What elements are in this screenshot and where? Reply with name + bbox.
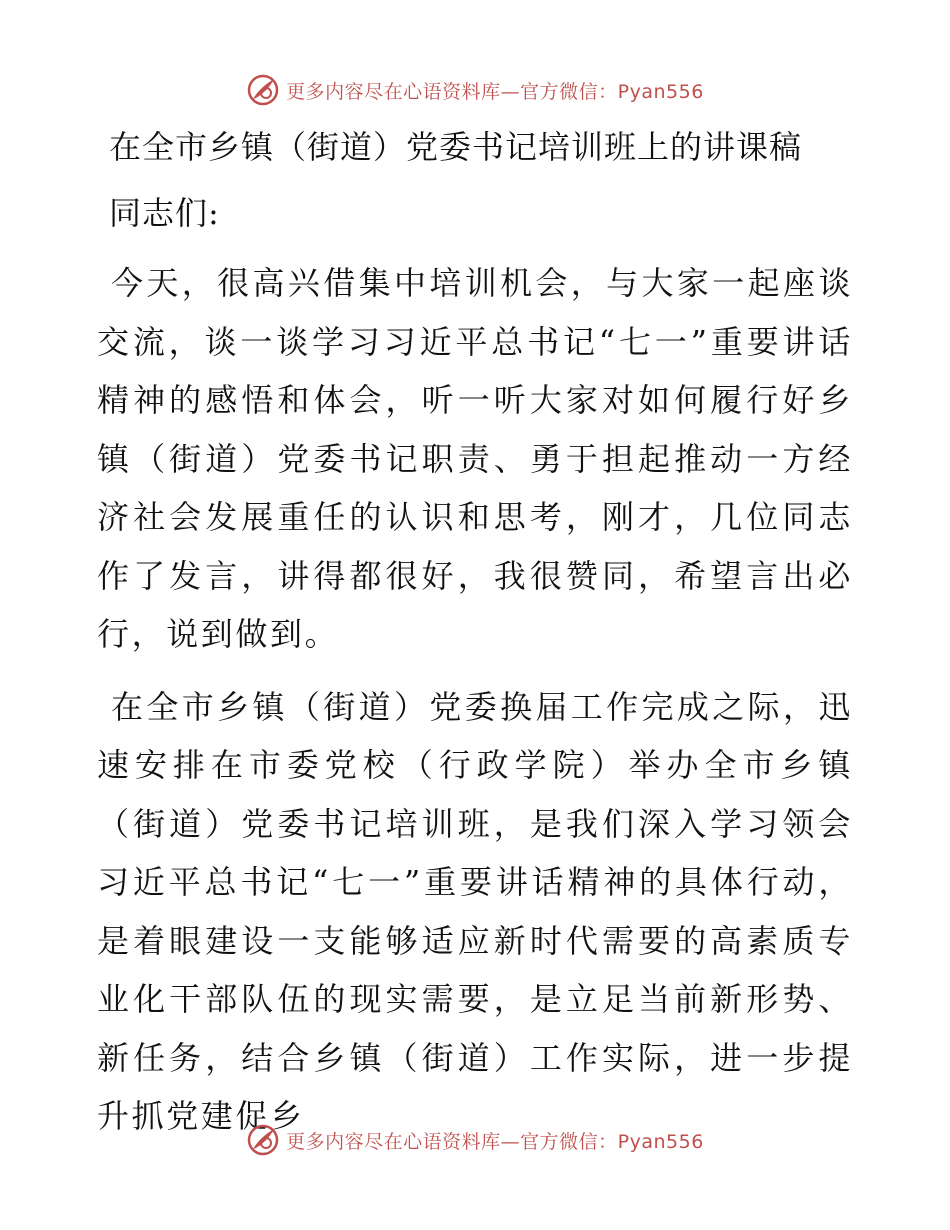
document-title: 在全市乡镇（街道）党委书记培训班上的讲课稿 (109, 128, 803, 166)
salutation: 同志们: (109, 194, 220, 232)
paragraph-2: 在全市乡镇（街道）党委换届工作完成之际，迅速安排在市委党校（行政学院）举办全市乡镇（街道）党委书记培训班，是我们深入学习领会习近平总书记“七一”重要讲话精神的具体行动，是着眼建设一支能够适应新时代需要的高素质专业化干部队伍的现实需要，是立足当前新形势、新任务，结合乡镇（街道）工作实际，进一步提升抓党建促乡 (97, 687, 853, 1135)
banner-text: 更多内容尽在心语资料库—官方微信：Pyan556 (286, 1130, 704, 1153)
footer-watermark-banner (0, 1120, 950, 1160)
paragraph-1: 今天，很高兴借集中培训机会，与大家一起座谈交流，谈一谈学习习近平总书记“七一”重要讲话精神的感悟和体会，听一听大家对如何履行好乡镇（街道）党委书记职责、勇于担起推动一方经济社会发展重任的认识和思考，刚才，几位同志作了发言，讲得都很好，我很赞同，希望言出必行，说到做到。 (97, 264, 853, 653)
document-body (97, 118, 853, 1160)
quill-pen-logo-icon (246, 1123, 280, 1157)
header-watermark-banner (0, 70, 950, 110)
banner-text: 更多内容尽在心语资料库—官方微信：Pyan556 (286, 80, 704, 103)
quill-pen-logo-icon (246, 73, 280, 107)
wechat-handle: Pyan556 (617, 1130, 704, 1153)
wechat-handle: Pyan556 (617, 80, 704, 103)
